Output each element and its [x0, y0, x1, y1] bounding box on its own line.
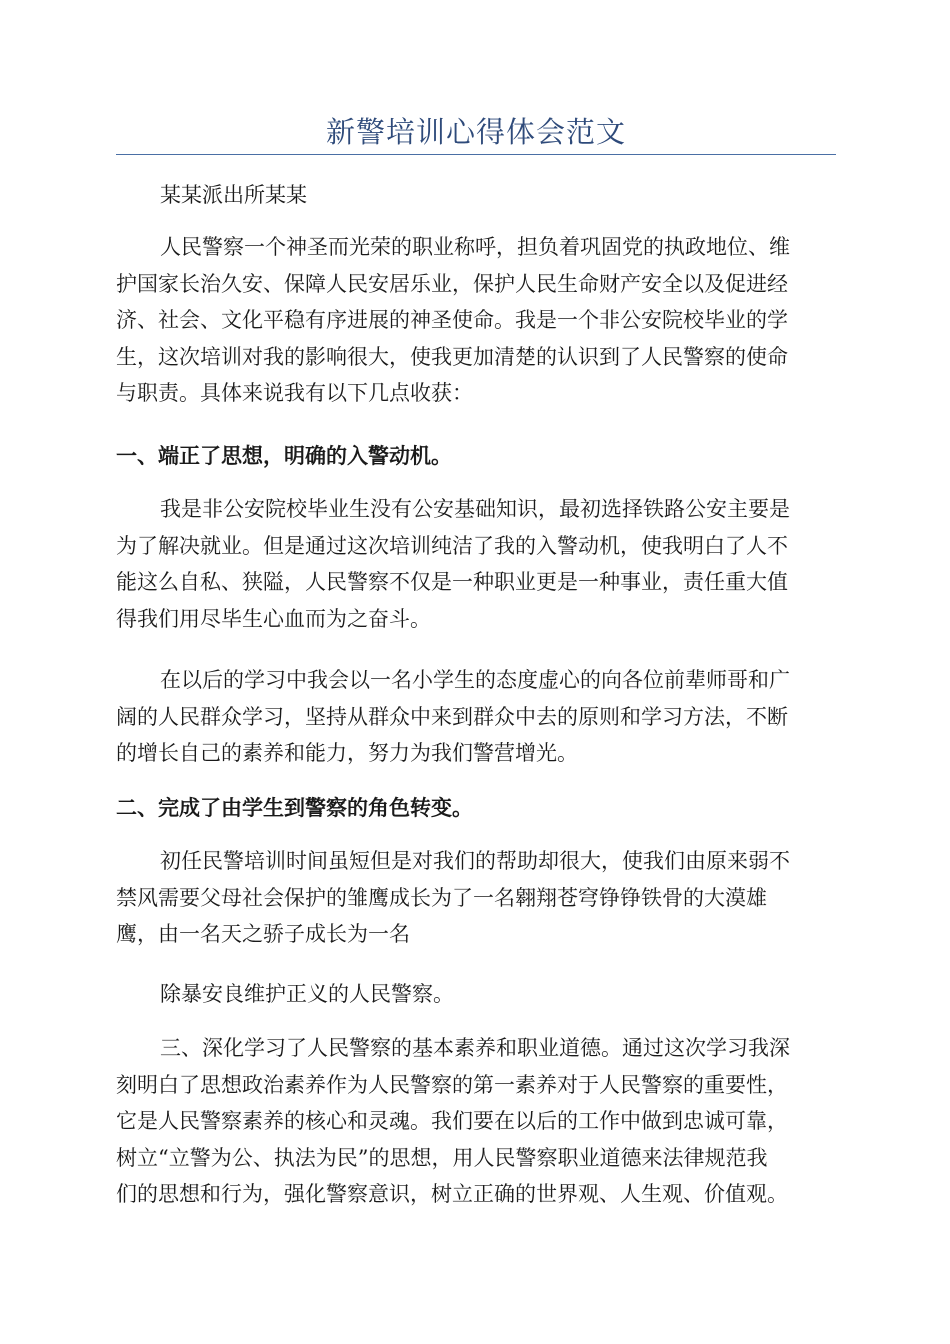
- paragraph-section3: [116, 1030, 836, 1213]
- paragraph-intro: [116, 229, 836, 412]
- document-title: 新警培训心得体会范文: [325, 115, 626, 149]
- section-heading-1: 一、端正了思想，明确的入警动机。: [116, 444, 452, 468]
- paragraph-section1-a: [116, 491, 836, 637]
- section-heading-2: 二、完成了由学生到警察的角色转变。: [116, 796, 473, 820]
- paragraph-line: 们的思想和行为，强化警察意识，树立正确的世界观、人生观、价值观。: [116, 1182, 788, 1206]
- author-line: [116, 177, 836, 214]
- paragraph-line: 与职责。具体来说我有以下几点收获：: [116, 381, 473, 405]
- paragraph-section2-b: [116, 976, 836, 1013]
- paragraph-line: 它是人民警察素养的核心和灵魂。我们要在以后的工作中做到忠诚可靠，: [116, 1109, 788, 1133]
- paragraph-line: 的增长自己的素养和能力，努力为我们警营增光。: [116, 741, 578, 765]
- author-text: 某某派出所某某: [160, 183, 307, 207]
- paragraph-line: 鹰，由一名天之骄子成长为一名: [116, 922, 410, 946]
- paragraph-line: 树立“立警为公、执法为民”的思想，用人民警察职业道德来法律规范我: [116, 1145, 768, 1170]
- paragraph-line: 刻明白了思想政治素养作为人民警察的第一素养对于人民警察的重要性，: [116, 1072, 788, 1097]
- title-underline: [116, 154, 836, 155]
- paragraph-line: 三、深化学习了人民警察的基本素养和职业道德。通过这次学习我深: [160, 1036, 790, 1060]
- paragraph-section1-b: [116, 662, 836, 772]
- paragraph-line: 初任民警培训时间虽短但是对我们的帮助却很大，使我们由原来弱不: [160, 849, 790, 873]
- paragraph-line: 生，这次培训对我的影响很大，使我更加清楚的认识到了人民警察的使命: [116, 344, 788, 369]
- paragraph-line: 除暴安良维护正义的人民警察。: [160, 982, 454, 1006]
- paragraph-line: 阔的人民群众学习，坚持从群众中来到群众中去的原则和学习方法，不断: [116, 704, 788, 729]
- paragraph-line: 我是非公安院校毕业生没有公安基础知识，最初选择铁路公安主要是: [160, 497, 790, 521]
- paragraph-line: 人民警察一个神圣而光荣的职业称呼，担负着巩固党的执政地位、维: [160, 235, 790, 259]
- paragraph-section2-a: [116, 843, 836, 953]
- paragraph-line: 在以后的学习中我会以一名小学生的态度虚心的向各位前辈师哥和广: [160, 668, 790, 692]
- paragraph-line: 为了解决就业。但是通过这次培训纯洁了我的入警动机，使我明白了人不: [116, 533, 788, 558]
- paragraph-line: 护国家长治久安、保障人民安居乐业，保护人民生命财产安全以及促进经: [116, 271, 788, 296]
- paragraph-line: 禁风需要父母社会保护的雏鹰成长为了一名翱翔苍穹铮铮铁骨的大漠雄: [116, 885, 767, 910]
- paragraph-line: 能这么自私、狭隘，人民警察不仅是一种职业更是一种事业，责任重大值: [116, 570, 788, 594]
- paragraph-line: 济、社会、文化平稳有序进展的神圣使命。我是一个非公安院校毕业的学: [116, 308, 788, 332]
- paragraph-line: 得我们用尽毕生心血而为之奋斗。: [116, 606, 431, 631]
